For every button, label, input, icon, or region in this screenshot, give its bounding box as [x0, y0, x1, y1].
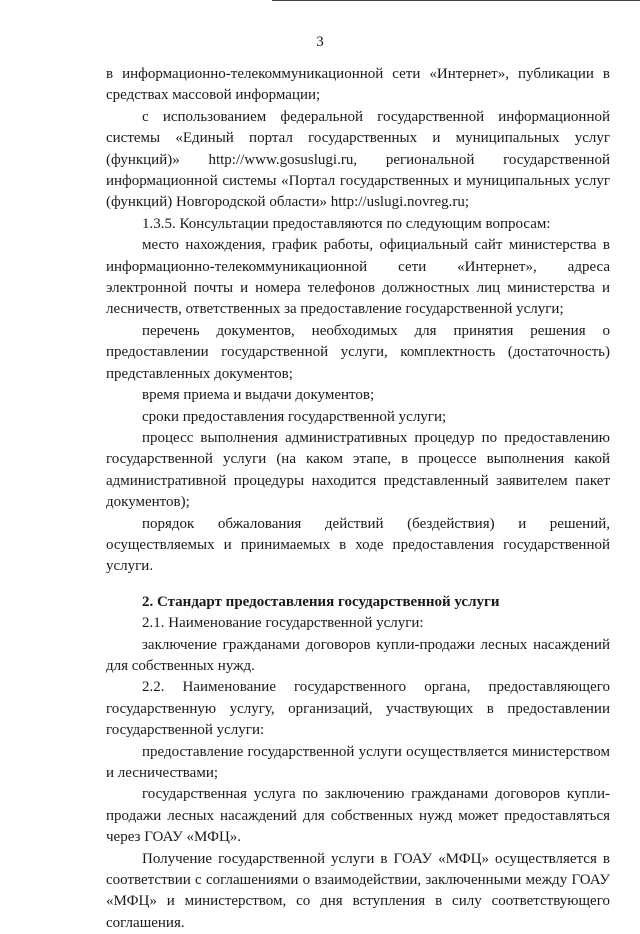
paragraph: предоставление государственной услуги осуществляется министерством и лесничествами;	[106, 743, 610, 781]
section-heading: 2. Стандарт предоставления государственной услуги	[142, 593, 500, 610]
paragraph: сроки предоставления государственной услуги;	[142, 408, 447, 425]
paragraph: место нахождения, график работы, официальный сайт министерства в информационно-телекоммуникационной сети «Интернет», адреса электронной почты и номера телефонов должностных лиц министерства и лесничеств, ответственных за предоставление государственной услуги;	[106, 237, 610, 318]
paragraph: 2.1. Наименование государственной услуги:	[142, 615, 424, 632]
paragraph: 1.3.5. Консультации предоставляются по следующим вопросам:	[142, 215, 551, 232]
paragraph: заключение гражданами договоров купли-продажи лесных насаждений для собственных нужд.	[106, 636, 610, 674]
paragraph: в информационно-телекоммуникационной сети «Интернет», публикации в средствах массовой информации;	[106, 66, 610, 104]
document-body	[106, 64, 610, 934]
paragraph: порядок обжалования действий (бездействия) и решений, осуществляемых и принимаемых в ходе предоставления государственной услуги.	[106, 515, 610, 575]
page-number: 3	[316, 34, 324, 50]
paragraph: время приема и выдачи документов;	[142, 387, 375, 404]
paragraph: Получение государственной услуги в ГОАУ «МФЦ» осуществляется в соответствии с соглашениями о взаимодействии, заключенными между ГОАУ «МФЦ» и министерством, со дня вступления в силу соответствующего соглашения.	[106, 850, 610, 931]
paragraph: 2.2. Наименование государственного органа, предоставляющего государственную услугу, организаций, участвующих в предоставлении государственной услуги:	[106, 679, 610, 739]
paragraph: государственная услуга по заключению гражданами договоров купли-продажи лесных насаждений для собственных нужд может предоставляться через ГОАУ «МФЦ».	[106, 786, 610, 846]
top-border-line	[272, 0, 640, 1]
paragraph: с использованием федеральной государственной информационной системы «Единый портал государственных и муниципальных услуг (функций)» http://www.gosuslugi.ru, региональной государственной информационной системы «Портал государственных и муниципальных услуг (функций) Новгородской области» http://uslugi.novreg.ru;	[106, 108, 610, 211]
paragraph: процесс выполнения административных процедур по предоставлению государственной услуги (на каком этапе, в процессе выполнения какой административной процедуры находится представленный заявителем пакет документов);	[106, 429, 610, 511]
paragraph: перечень документов, необходимых для принятия решения о предоставлении государственной услуги, комплектность (достаточность) представленных документов;	[106, 322, 610, 382]
